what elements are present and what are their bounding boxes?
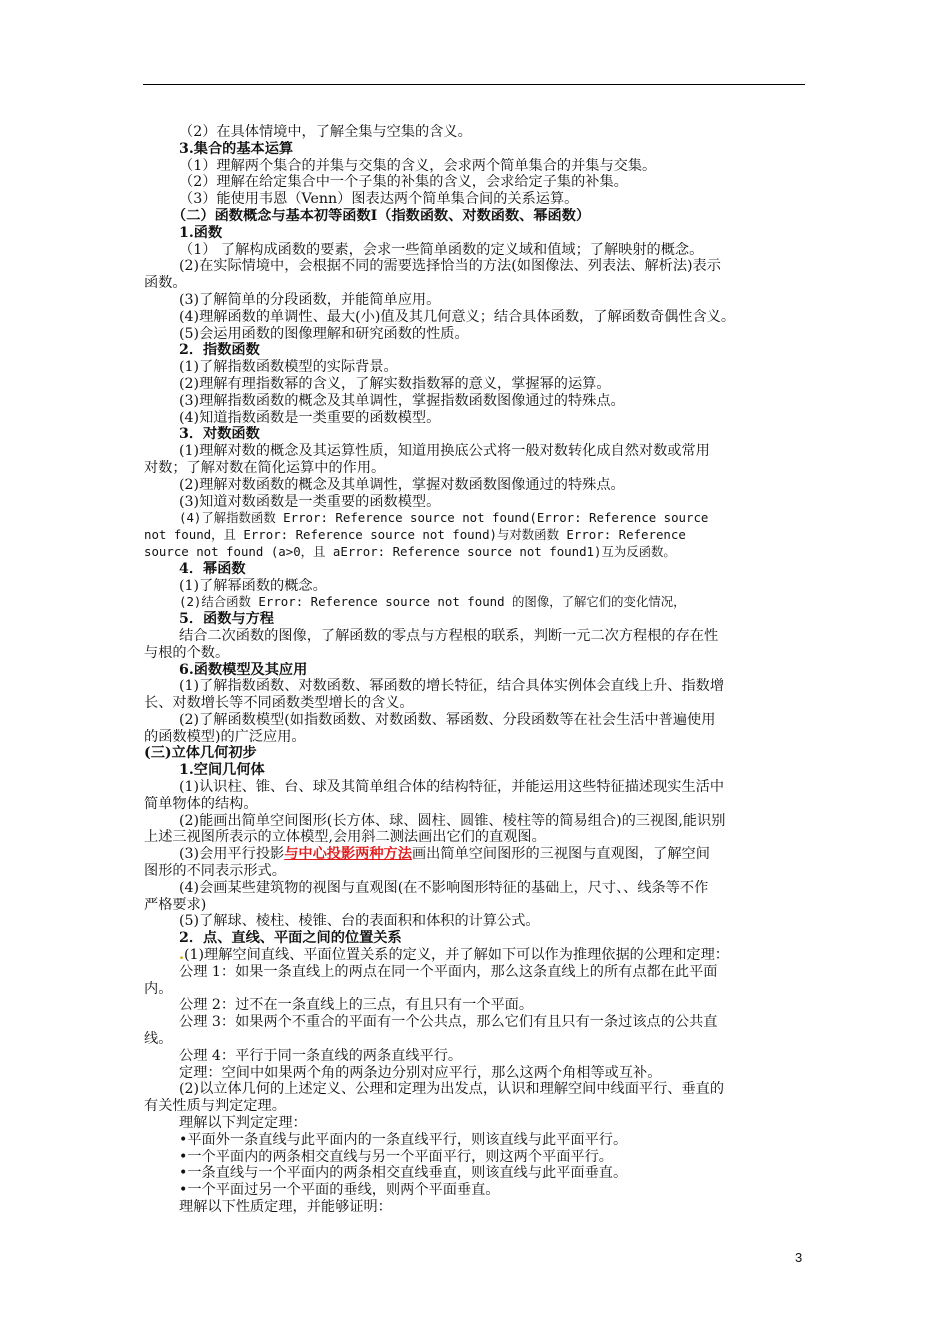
line-text: 理解以下判定定理： [179, 1115, 307, 1132]
line-text: (2)理解对数函数的概念及其单调性，掌握对数函数图像通过的特殊点。 [179, 476, 625, 493]
line-text: (2)理解有理指数幂的含义，了解实数指数幂的意义，掌握幂的运算。 [179, 375, 611, 392]
text-line [144, 258, 808, 275]
text-line [144, 426, 808, 443]
line-text: (5)了解球、棱柱、棱锥、台的表面积和体积的计算公式。 [179, 913, 540, 930]
tracked-insertion: 与中心投影两种方法 [284, 846, 412, 863]
text-line [144, 594, 808, 611]
line-text: 2．点、直线、平面之间的位置关系 [179, 930, 402, 947]
text-line [144, 745, 808, 762]
text-line [144, 1081, 808, 1098]
line-text: 简单物体的结构。 [144, 795, 258, 812]
text-line [144, 930, 808, 947]
line-text: 长、对数增长等不同函数类型增长的含义。 [144, 695, 414, 712]
header-rule [143, 84, 805, 85]
line-text: 公理 2：过不在一条直线上的三点，有且只有一个平面。 [179, 997, 534, 1014]
text-line [144, 813, 808, 830]
text-line [144, 242, 808, 259]
line-text: (1)了解指数函数、对数函数、幂函数的增长特征，结合具体实例体会直线上升、指数增 [179, 678, 725, 695]
text-line [144, 796, 808, 813]
line-text: (2)了解函数模型(如指数函数、对数函数、幂函数、分段函数等在社会生活中普遍使用 [179, 711, 716, 728]
line-text: 2．指数函数 [179, 342, 260, 359]
line-text: (3)理解指数函数的概念及其单调性，掌握指数函数图像通过的特殊点。 [179, 392, 625, 409]
text-line [144, 292, 808, 309]
line-text: 内。 [144, 980, 173, 997]
line-text: source not found (a>0，且 aError: Reference source not found1)互为反函数。 [144, 543, 676, 559]
text-line [144, 1031, 808, 1048]
text-line [144, 359, 808, 376]
text-line [144, 174, 808, 191]
text-line [144, 1048, 808, 1065]
line-text: •一个平面内的两条相交直线与另一个平面平行，则这两个平面平行。 [179, 1148, 613, 1165]
text-line [144, 510, 808, 527]
text-line [144, 342, 808, 359]
line-text: 线。 [144, 1031, 173, 1048]
text-line [144, 1065, 808, 1082]
text-line [144, 326, 808, 343]
line-text: (1)理解空间直线、平面位置关系的定义，并了解如下可以作为推理依据的公理和定理： [183, 947, 729, 964]
text-line [144, 376, 808, 393]
line-text: 对数；了解对数在简化运算中的作用。 [144, 459, 386, 476]
text-line [144, 997, 808, 1014]
text-line [144, 880, 808, 897]
text-line [144, 124, 808, 141]
text-line [144, 477, 808, 494]
text-line [144, 410, 808, 427]
line-text: (三)立体几何初步 [144, 745, 257, 762]
text-line [144, 897, 808, 914]
text-line [144, 208, 808, 225]
line-text: 1.函数 [179, 224, 223, 241]
text-line [144, 1149, 808, 1166]
line-text: •平面外一条直线与此平面内的一条直线平行，则该直线与此平面平行。 [179, 1131, 628, 1148]
page-number: 3 [795, 1250, 803, 1265]
line-text: 4．幂函数 [179, 560, 246, 577]
text-line [144, 1014, 808, 1031]
line-text: （1） 了解构成函数的要素，会求一些简单函数的定义域和值域；了解映射的概念。 [179, 241, 704, 258]
text-line [144, 1182, 808, 1199]
line-text: 公理 4：平行于同一条直线的两条直线平行。 [179, 1047, 463, 1064]
line-text: （2）在具体情境中，了解全集与空集的含义。 [179, 124, 472, 140]
line-text: 理解以下性质定理，并能够证明： [179, 1199, 392, 1215]
text-line [144, 829, 808, 846]
text-line [144, 191, 808, 208]
line-text: （1）理解两个集合的并集与交集的含义，会求两个简单集合的并集与交集。 [179, 157, 657, 174]
text-line [144, 141, 808, 158]
line-text: (2)在实际情境中，会根据不同的需要选择恰当的方法(如图像法、列表法、解析法)表示 [179, 258, 721, 275]
line-text: 上述三视图所表示的立体模型,会用斜二测法画出它们的直观图。 [144, 829, 546, 846]
line-text: 公理 1：如果一条直线上的两点在同一个平面内，那么这条直线上的所有点都在此平面 [179, 963, 718, 980]
text-line [144, 611, 808, 628]
text-line [144, 628, 808, 645]
line-text: 3．对数函数 [179, 426, 260, 443]
line-text: 严格要求) [144, 896, 207, 913]
line-text: (4)理解函数的单调性、最大(小)值及其几何意义；结合具体函数，了解函数奇偶性含义。 [179, 308, 736, 325]
line-text: 公理 3：如果两个不重合的平面有一个公共点，那么它们有且只有一条过该点的公共直 [179, 1014, 718, 1031]
text-line [144, 645, 808, 662]
line-text-cont: 画出简单空间图形的三视图与直观图，了解空间 [411, 846, 710, 863]
text-line [144, 578, 808, 595]
line-text: （2）理解在给定集合中一个子集的补集的含义，会求给定子集的补集。 [179, 174, 628, 191]
text-line [144, 695, 808, 712]
line-text: （二）函数概念与基本初等函数Ⅰ（指数函数、对数函数、幂函数） [172, 207, 591, 224]
text-line [144, 913, 808, 930]
line-text: (3)知道对数函数是一类重要的函数模型。 [179, 493, 441, 510]
text-line [144, 494, 808, 511]
line-text: (1)了解幂函数的概念。 [179, 577, 327, 594]
line-text: 结合二次函数的图像，了解函数的零点与方程根的联系，判断一元二次方程根的存在性 [179, 627, 719, 644]
line-text: (1)认识柱、锥、台、球及其简单组合体的结构特征，并能运用这些特征描述现实生活中 [179, 779, 725, 796]
line-text: 与根的个数。 [144, 644, 230, 661]
text-line [144, 443, 808, 460]
text-line [144, 1115, 808, 1132]
line-text: (2)能画出简单空间图形(长方体、球、圆柱、圆锥、棱柱等的简易组合)的三视图,能识别 [179, 812, 726, 829]
text-line [144, 662, 808, 679]
marker-dot-icon: . [179, 947, 184, 964]
line-text: 5．函数与方程 [179, 611, 274, 628]
text-line [144, 544, 808, 561]
text-line [144, 762, 808, 779]
text-line [144, 561, 808, 578]
text-line [144, 1199, 808, 1216]
text-line [144, 947, 808, 964]
line-text: (5)会运用函数的图像理解和研究函数的性质。 [179, 325, 469, 342]
text-line [144, 527, 808, 544]
text-line [144, 309, 808, 326]
line-text: (1)了解指数函数模型的实际背景。 [179, 359, 398, 376]
text-line [144, 460, 808, 477]
line-text: (3)了解简单的分段函数，并能简单应用。 [179, 291, 441, 308]
line-text: not found，且 Error: Reference source not found)与对数函数 Error: Reference [144, 527, 686, 543]
line-text: 图形的不同表示形式。 [144, 863, 286, 880]
line-text: (2)以立体几何的上述定义、公理和定理为出发点，认识和理解空间中线面平行、垂直的 [179, 1081, 725, 1098]
line-text: 定理：空间中如果两个角的两条边分别对应平行，那么这两个角相等或互补。 [179, 1064, 662, 1081]
text-line [144, 158, 808, 175]
text-line [144, 729, 808, 746]
line-text: 3.集合的基本运算 [179, 140, 294, 157]
text-line [144, 863, 808, 880]
line-text: (4)知道指数函数是一类重要的函数模型。 [179, 409, 441, 426]
line-text: (4)会画某些建筑物的视图与直观图(在不影响图形特征的基础上，尺寸、、线条等不作 [179, 879, 709, 896]
text-line [144, 225, 808, 242]
text-line [144, 846, 808, 863]
text-line [144, 275, 808, 292]
text-line [144, 1165, 808, 1182]
line-text: (1)理解对数的概念及其运算性质，知道用换底公式将一般对数转化成自然对数或常用 [179, 443, 710, 460]
text-line [144, 1098, 808, 1115]
line-text: 的函数模型)的广泛应用。 [144, 728, 306, 745]
line-text: 6.函数模型及其应用 [179, 661, 308, 678]
line-text: (2)结合函数 Error: Reference source not found 的图像，了解它们的变化情况， [179, 594, 686, 610]
text-line [144, 981, 808, 998]
text-line [144, 712, 808, 729]
line-text: (4)了解指数函数 Error: Reference source not found(Error: Reference source [179, 510, 709, 526]
text-line [144, 964, 808, 981]
line-text: 1.空间几何体 [179, 762, 265, 779]
text-line [144, 393, 808, 410]
text-line [144, 678, 808, 695]
line-text: (3)会用平行投影 [179, 846, 285, 863]
text-line [144, 1132, 808, 1149]
line-text: 函数。 [144, 275, 187, 292]
line-text: （3）能使用韦恩（Venn）图表达两个简单集合间的关系运算。 [179, 191, 579, 208]
document-body [144, 124, 808, 1216]
line-text: 有关性质与判定定理。 [144, 1098, 286, 1115]
line-text: •一个平面过另一个平面的垂线，则两个平面垂直。 [179, 1182, 500, 1199]
text-line [144, 779, 808, 796]
line-text: •一条直线与一个平面内的两条相交直线垂直，则该直线与此平面垂直。 [179, 1165, 628, 1182]
